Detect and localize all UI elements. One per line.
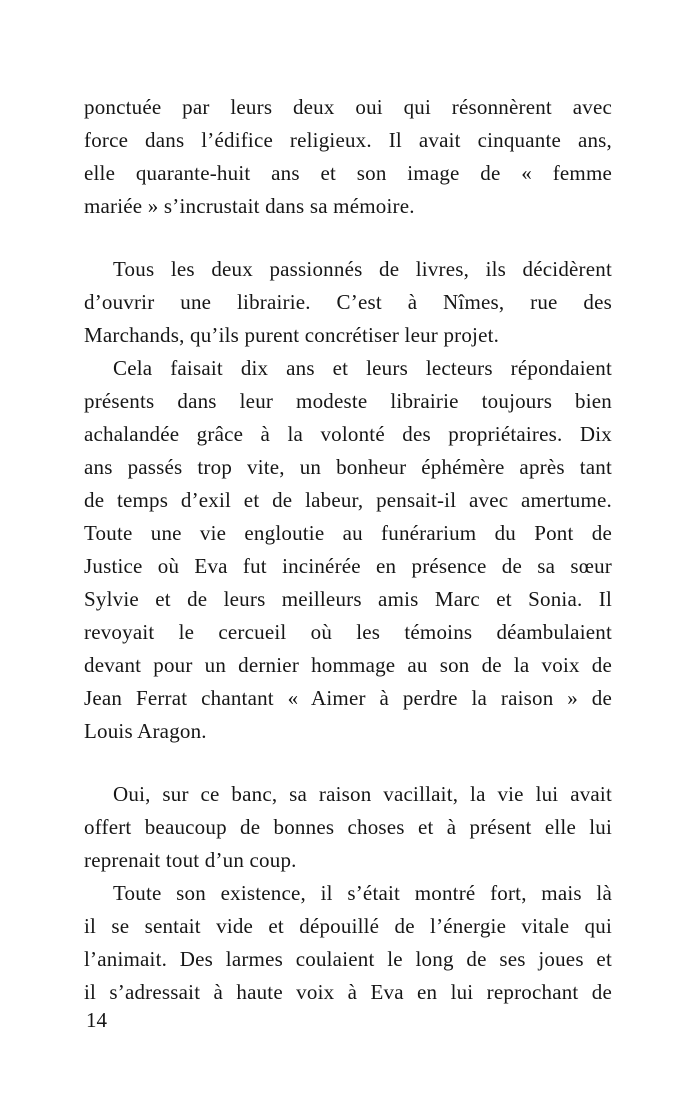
page-number: 14 [86,1008,107,1032]
paragraph [84,253,612,352]
text-line: revoyait le cercueil où les témoins déambulaient [84,620,612,644]
paragraph [84,877,612,1009]
text-line: achalandée grâce à la volonté des propriétaires. Dix [84,422,612,446]
text-line: mariée » s’incrustait dans sa mémoire. [84,194,415,218]
text-line: reprenait tout d’un coup. [84,848,297,872]
paragraph [84,352,612,748]
text-line: Toute son existence, il s’était montré fort, mais là [113,881,612,905]
text-line: Cela faisait dix ans et leurs lecteurs répondaient [113,356,612,380]
text-line: ans passés trop vite, un bonheur éphémère après tant [84,455,612,479]
text-line: force dans l’édifice religieux. Il avait cinquante ans, [84,128,612,152]
paragraph [84,91,612,223]
text-line: Sylvie et de leurs meilleurs amis Marc et Sonia. Il [84,587,612,611]
text-line: Louis Aragon. [84,719,207,743]
text-line: devant pour un dernier hommage au son de la voix de [84,653,612,677]
text-line: il se sentait vide et dépouillé de l’énergie vitale qui [84,914,612,938]
text-line: elle quarante-huit ans et son image de « femme [84,161,612,185]
text-line: ponctuée par leurs deux oui qui résonnèrent avec [84,95,612,119]
text-line: Toute une vie engloutie au funérarium du Pont de [84,521,612,545]
text-line: Jean Ferrat chantant « Aimer à perdre la raison » de [84,686,612,710]
text-line: Marchands, qu’ils purent concrétiser leur projet. [84,323,500,347]
text-line: l’animait. Des larmes coulaient le long de ses joues et [84,947,612,971]
text-line: présents dans leur modeste librairie toujours bien [84,389,612,413]
body-text [84,91,612,1009]
text-line: Justice où Eva fut incinérée en présence de sa sœur [84,554,612,578]
text-line: Oui, sur ce banc, sa raison vacillait, la vie lui avait [113,782,612,806]
text-line: d’ouvrir une librairie. C’est à Nîmes, rue des [84,290,612,314]
text-line: Tous les deux passionnés de livres, ils décidèrent [113,257,612,281]
text-line: offert beaucoup de bonnes choses et à présent elle lui [84,815,612,839]
text-line: il s’adressait à haute voix à Eva en lui reprochant de [84,980,612,1004]
paragraph [84,778,612,877]
text-line: de temps d’exil et de labeur, pensait-il avec amertume. [84,488,612,512]
